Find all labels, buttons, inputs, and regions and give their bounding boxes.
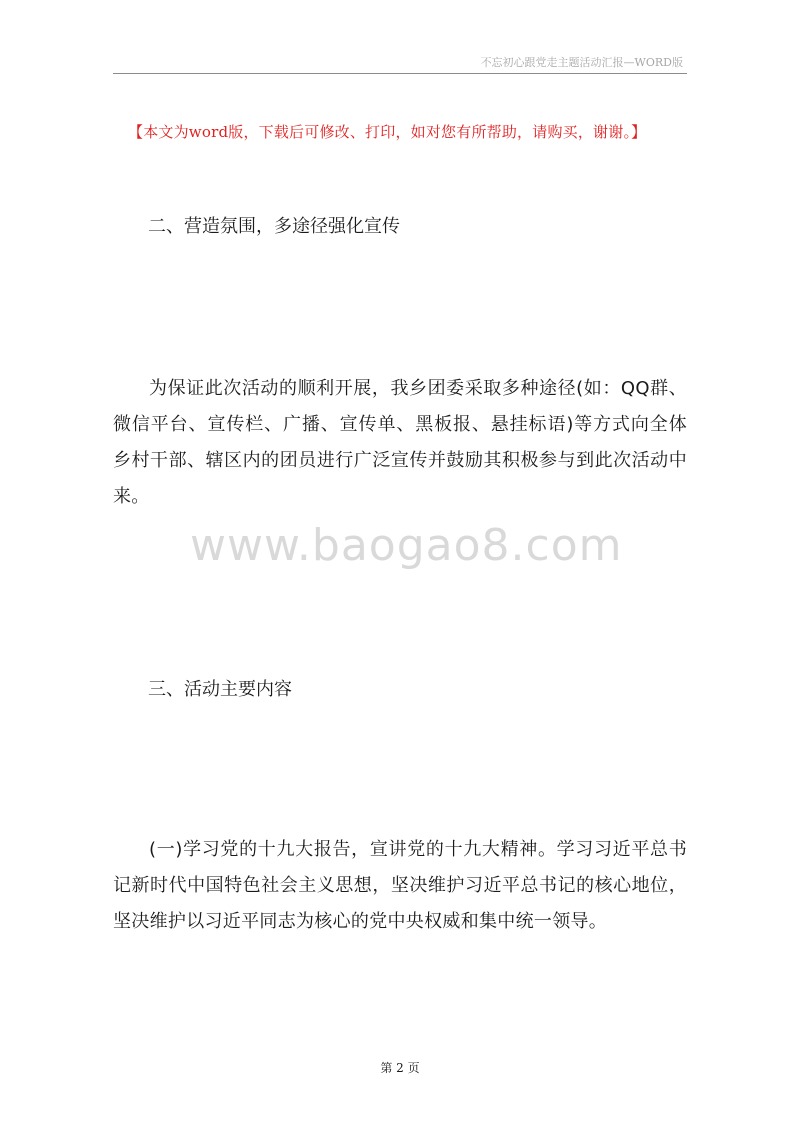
header-divider	[113, 73, 687, 74]
paragraph-content: (一)学习党的十九大报告，宣讲党的十九大精神。学习习近平总书记新时代中国特色社会主义思想，坚决维护习近平总书记的核心地位，坚决维护以习近平同志为核心的党中央权威和集中统一领导。	[113, 839, 687, 932]
paragraph-publicity: 为保证此次活动的顺利开展，我乡团委采取多种途径(如：QQ群、微信平台、宣传栏、广播、宣传单、黑板报、悬挂标语)等方式向全体乡村干部、辖区内的团员进行广泛宣传并鼓励其积极参与到此次活动中来。	[113, 378, 687, 507]
section-heading-publicity: 二、营造氛围，多途径强化宣传	[148, 216, 400, 237]
page-number: 第 2 页	[380, 1061, 420, 1075]
download-notice: 【本文为word版，下载后可修改、打印，如对您有所帮助，请购买，谢谢。】	[128, 123, 647, 141]
watermark: www.baogao8.com	[190, 520, 623, 571]
section-heading-content: 三、活动主要内容	[148, 679, 292, 700]
page-header-title: 不忘初心跟党走主题活动汇报—WORD版	[480, 56, 683, 69]
